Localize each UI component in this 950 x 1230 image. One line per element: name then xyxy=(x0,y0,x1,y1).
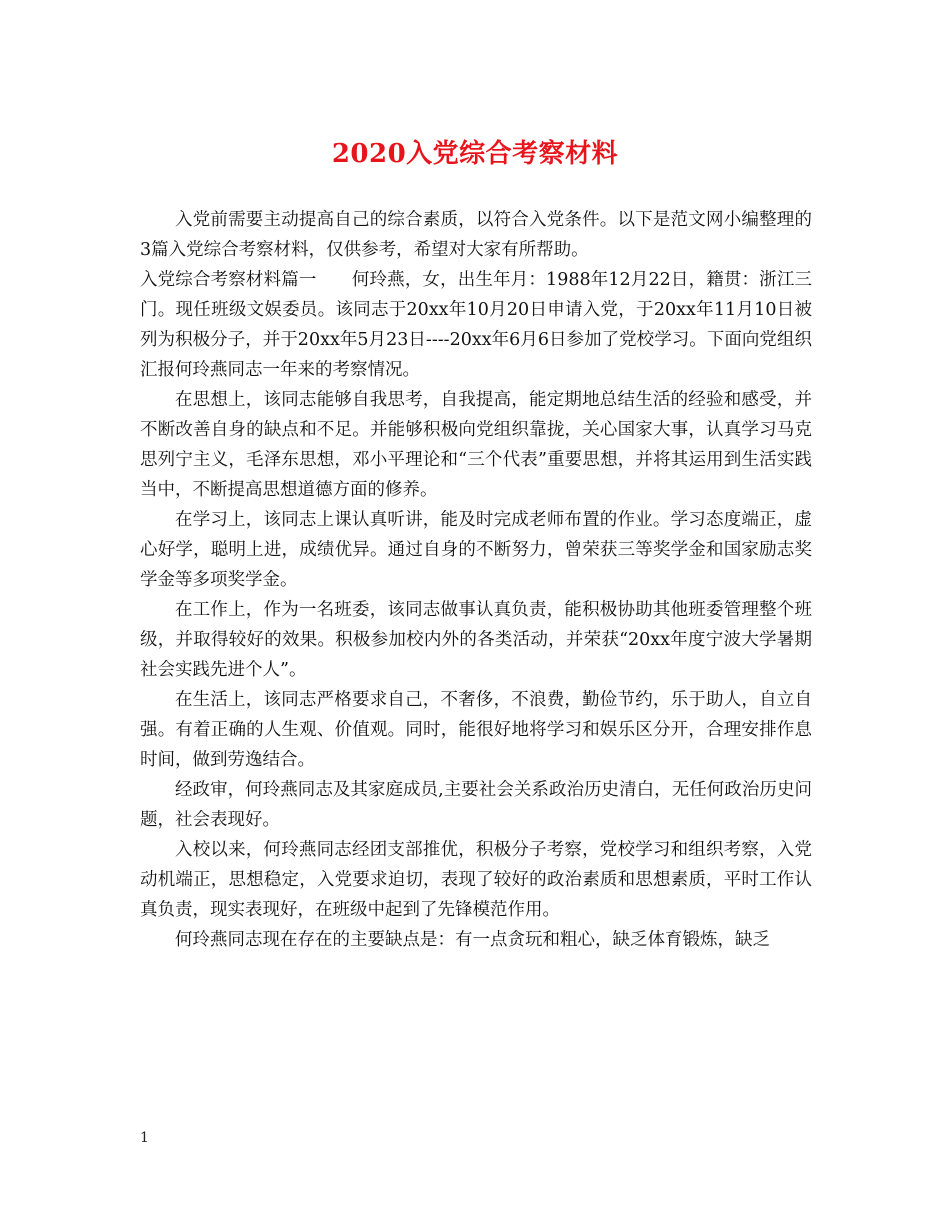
paragraph-shortcomings: 何玲燕同志现在存在的主要缺点是：有一点贪玩和粗心，缺乏体育锻炼，缺乏 xyxy=(175,930,770,950)
paragraph-work: 在工作上，作为一名班委，该同志做事认真负责，能积极协助其他班委管理整个班级，并取得较好的效果。积极参加校内外的各类活动，并荣获“20xx年度宁波大学暑期社会实践先进个人”。 xyxy=(140,600,812,680)
paragraph-life: 在生活上，该同志严格要求自己，不奢侈，不浪费，勤俭节约，乐于助人，自立自强。有着正确的人生观、价值观。同时，能很好地将学习和娱乐区分开，合理安排作息时间，做到劳逸结合。 xyxy=(140,690,812,770)
paragraph-section-one-profile: 入党综合考察材料篇一 何玲燕，女，出生年月：1988年12月22日，籍贯：浙江三门。现任班级文娱委员。该同志于20xx年10月20日申请入党，于20xx年11月10日被列为积极分子，并于20xx年5月23日----20xx年6月6日参加了党校学习。下面向党组织汇报何玲燕同志一年来的考察情况。 xyxy=(140,270,812,380)
page-number: 1 xyxy=(140,1130,149,1146)
paragraph-since-enrollment: 入校以来，何玲燕同志经团支部推优，积极分子考察，党校学习和组织考察，入党动机端正，思想稳定，入党要求迫切，表现了较好的政治素质和思想素质，平时工作认真负责，现实表现好，在班级中起到了先锋模范作用。 xyxy=(140,840,812,920)
paragraph-political-review: 经政审，何玲燕同志及其家庭成员,主要社会关系政治历史清白，无任何政治历史问题，社会表现好。 xyxy=(140,780,812,830)
paragraph-thought: 在思想上，该同志能够自我思考，自我提高，能定期地总结生活的经验和感受，并不断改善自身的缺点和不足。并能够积极向党组织靠拢，关心国家大事，认真学习马克思列宁主义，毛泽东思想，邓小平理论和“三个代表”重要思想，并将其运用到生活实践当中，不断提高思想道德方面的修养。 xyxy=(140,390,812,500)
document-body xyxy=(140,205,812,955)
document-title: 2020入党综合考察材料 xyxy=(331,139,619,169)
paragraph-study: 在学习上，该同志上课认真听讲，能及时完成老师布置的作业。学习态度端正，虚心好学，聪明上进，成绩优异。通过自身的不断努力，曾荣获三等奖学金和国家励志奖学金等多项奖学金。 xyxy=(140,510,812,590)
paragraph-intro: 入党前需要主动提高自己的综合素质，以符合入党条件。以下是范文网小编整理的3篇入党综合考察材料，仅供参考，希望对大家有所帮助。 xyxy=(140,210,812,260)
